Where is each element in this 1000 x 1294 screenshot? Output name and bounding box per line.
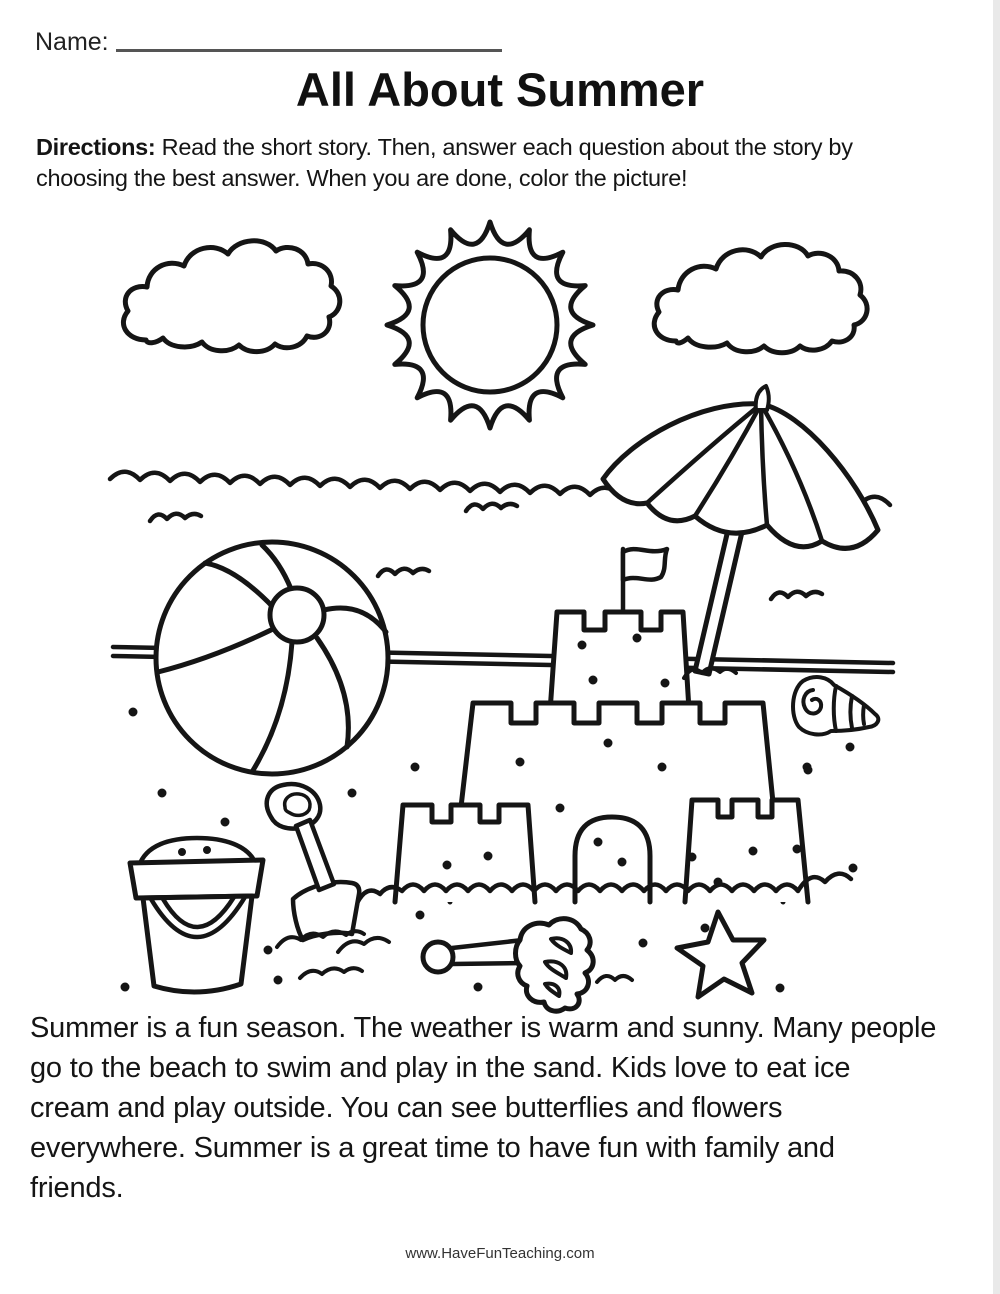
pail-rim [130, 860, 263, 898]
pail-dots [182, 850, 207, 852]
story-line: cream and play outside. You can see butterflies and flowers [30, 1092, 783, 1124]
umbrella-canopy [603, 404, 878, 549]
directions-label: Directions: [36, 134, 156, 160]
shovel-shaft [296, 820, 334, 890]
shovel-icon [267, 784, 364, 947]
beach-ball [156, 542, 388, 774]
beach-scene-illustration [95, 215, 905, 1015]
footer-url: www.HaveFunTeaching.com [405, 1245, 595, 1262]
directions-line-2: choosing the best answer. When you are done, color the picture! [36, 165, 688, 191]
directions-text [36, 132, 853, 194]
story-line: go to the beach to swim and play in the sand. Kids love to eat ice [30, 1052, 851, 1084]
directions-line-1: Directions: Read the short story. Then, answer each question about the story by [36, 134, 853, 160]
umbrella-tip [756, 386, 769, 410]
umbrella-pole [695, 517, 745, 674]
castle-door-fill [575, 817, 650, 902]
hand-rake-icon [423, 919, 593, 1012]
page-title: All About Summer [295, 63, 705, 116]
cloud-left-icon [123, 241, 339, 352]
sandcastle [357, 549, 851, 903]
story-line: Summer is a fun season. The weather is warm and sunny. Many people [30, 1012, 937, 1044]
castle-flag [623, 549, 667, 613]
starfish-icon [677, 912, 764, 997]
name-label: Name: [35, 28, 109, 56]
story-text [30, 1008, 936, 1208]
name-write-line [116, 49, 502, 52]
cloud-right-icon [654, 244, 867, 352]
page-edge [993, 0, 1000, 1294]
rake-ring [423, 942, 453, 972]
sun-icon [387, 222, 593, 428]
conch-shell-icon [793, 677, 878, 734]
shovel-sand-mound [277, 931, 364, 947]
story-line: friends. [30, 1172, 124, 1204]
pail-icon [130, 838, 263, 992]
story-line: everywhere. Summer is a great time to have fun with family and [30, 1132, 835, 1164]
